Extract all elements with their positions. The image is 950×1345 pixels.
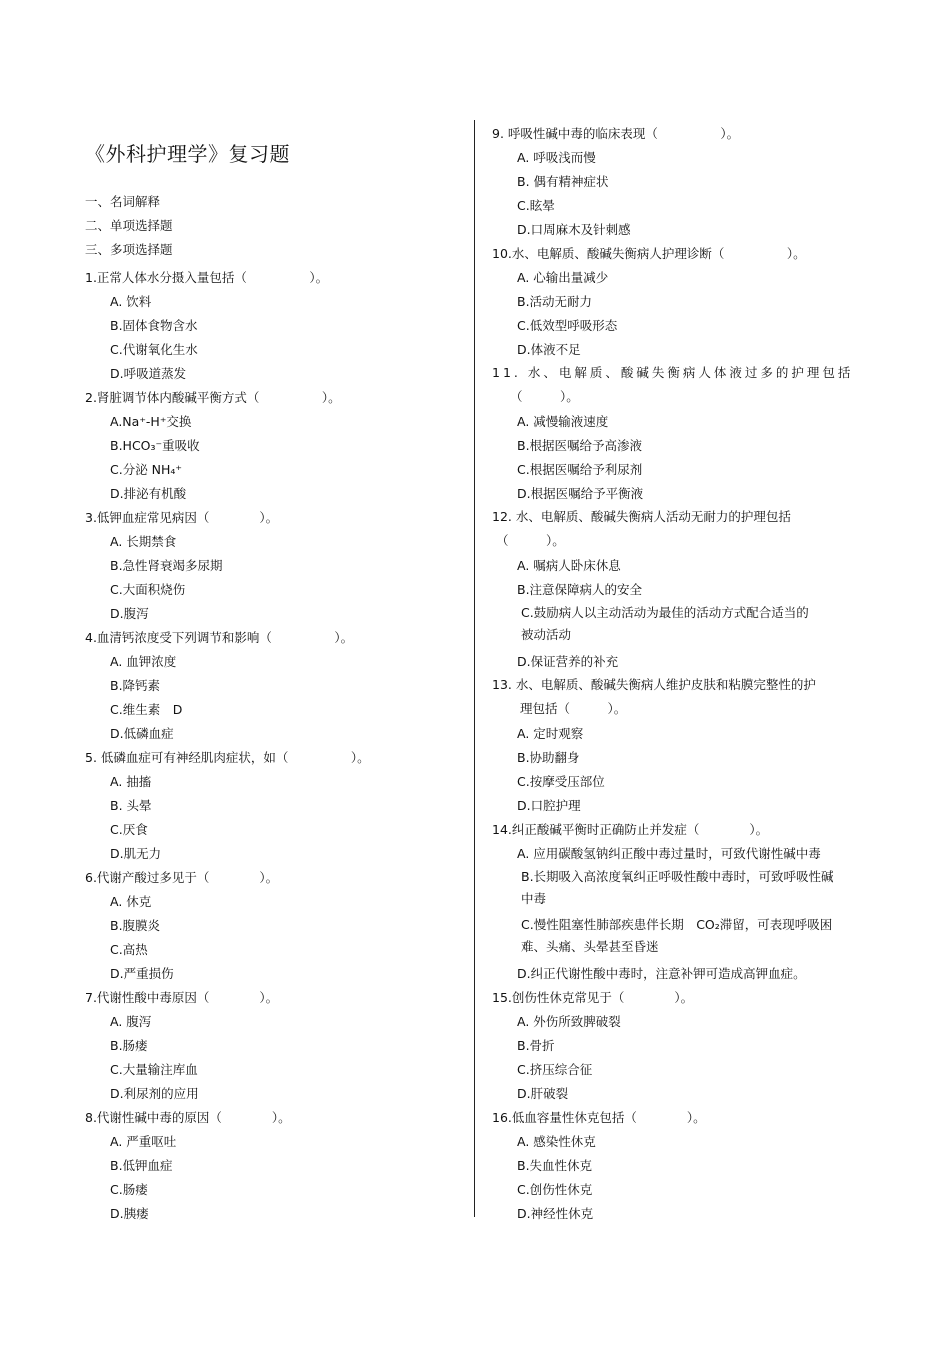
- question-block: [492, 362, 872, 506]
- answer-option: C.慢性阻塞性肺部疾患伴长期 CO₂滞留，可表现呼吸困难、头痛、头晕甚至昏迷: [521, 917, 833, 954]
- answer-option: B.固体食物含水: [110, 318, 198, 333]
- question-block: [492, 1106, 872, 1226]
- answer-option: D.低磷血症: [110, 726, 174, 741]
- question-stem: 7.代谢性酸中毒原因（ ）。: [85, 990, 279, 1005]
- question-block: [492, 242, 872, 362]
- column-divider: [474, 120, 475, 1217]
- answer-option: B.失血性休克: [517, 1158, 593, 1173]
- question-block: [492, 986, 872, 1106]
- answer-option: D.保证营养的补充: [517, 654, 619, 669]
- section-heading-single-choice: 二、单项选择题: [85, 218, 173, 233]
- answer-option: C.鼓励病人以主动活动为最佳的活动方式配合适当的被动活动: [521, 605, 809, 642]
- answer-option: B.注意保障病人的安全: [517, 582, 643, 597]
- answer-option: D.肌无力: [110, 846, 162, 861]
- question-stem: 2.肾脏调节体内酸碱平衡方式（ ）。: [85, 390, 341, 405]
- answer-option: A. 心输出量减少: [517, 270, 609, 285]
- answer-option: C.眩晕: [517, 198, 555, 213]
- answer-option: B. 偶有精神症状: [517, 174, 609, 189]
- right-column: [492, 122, 872, 1226]
- question-stem: 5. 低磷血症可有神经肌肉症状，如（ ）。: [85, 750, 370, 765]
- answer-option: D.利尿剂的应用: [110, 1086, 199, 1101]
- answer-option: B.急性肾衰竭多尿期: [110, 558, 223, 573]
- answer-option: C.维生素 D: [110, 702, 183, 717]
- answer-option: A. 应用碳酸氢钠纠正酸中毒过量时，可致代谢性碱中毒: [517, 846, 821, 861]
- answer-option: C.创伤性休克: [517, 1182, 593, 1197]
- answer-option: A.Na⁺-H⁺交换: [110, 414, 192, 429]
- answer-option: C.大量输注库血: [110, 1062, 198, 1077]
- answer-option: D.根据医嘱给予平衡液: [517, 486, 644, 501]
- question-block: [85, 626, 470, 746]
- answer-option: B.协助翻身: [517, 750, 580, 765]
- answer-option: A. 嘱病人卧床休息: [517, 558, 621, 573]
- question-block: [85, 1106, 470, 1226]
- answer-option: C.按摩受压部位: [517, 774, 605, 789]
- answer-option: B.骨折: [517, 1038, 555, 1053]
- question-block: [85, 986, 470, 1106]
- question-block: [85, 386, 470, 506]
- question-stem: 10.水、电解质、酸碱失衡病人护理诊断（ ）。: [492, 246, 806, 261]
- answer-option: B.长期吸入高浓度氧纠正呼吸性酸中毒时，可致呼吸性碱中毒: [521, 869, 834, 906]
- answer-option: D.纠正代谢性酸中毒时，注意补钾可造成高钾血症。: [517, 966, 806, 981]
- answer-option: C.高热: [110, 942, 148, 957]
- question-stem: 9. 呼吸性碱中毒的临床表现（ ）。: [492, 126, 740, 141]
- question-stem-continued: 理包括（ ）。: [520, 701, 627, 716]
- section-heading-definitions: 一、名词解释: [85, 194, 161, 209]
- answer-option: A. 定时观察: [517, 726, 584, 741]
- answer-option: D.体液不足: [517, 342, 581, 357]
- answer-option: B.HCO₃⁻重吸收: [110, 438, 200, 453]
- answer-option: B.降钙素: [110, 678, 161, 693]
- question-block: [85, 746, 470, 866]
- answer-option: C.大面积烧伤: [110, 582, 186, 597]
- question-stem: 12. 水、电解质、酸碱失衡病人活动无耐力的护理包括: [492, 509, 791, 524]
- answer-option: D.腹泻: [110, 606, 149, 621]
- question-block: [85, 506, 470, 626]
- question-stem: 15.创伤性休克常见于（ ）。: [492, 990, 694, 1005]
- answer-option: D.口周麻木及针刺感: [517, 222, 631, 237]
- section-heading-multiple-choice: 三、多项选择题: [85, 242, 173, 257]
- answer-option: D.胰瘘: [110, 1206, 149, 1221]
- question-block: [85, 866, 470, 986]
- left-column: [85, 266, 470, 1226]
- answer-option: D.排泌有机酸: [110, 486, 187, 501]
- answer-option: B.腹膜炎: [110, 918, 161, 933]
- answer-option: B.根据医嘱给予高渗液: [517, 438, 643, 453]
- answer-option: B.活动无耐力: [517, 294, 593, 309]
- answer-option: A. 血钾浓度: [110, 654, 177, 669]
- answer-option: C.根据医嘱给予利尿剂: [517, 462, 643, 477]
- question-stem: 4.血清钙浓度受下列调节和影响（ ）。: [85, 630, 354, 645]
- answer-option: D.呼吸道蒸发: [110, 366, 187, 381]
- answer-option: A. 饮料: [110, 294, 152, 309]
- answer-option: B.低钾血症: [110, 1158, 173, 1173]
- answer-option: C.分泌 NH₄⁺: [110, 462, 183, 477]
- question-block: [492, 818, 872, 986]
- question-stem: 16.低血容量性休克包括（ ）。: [492, 1110, 706, 1125]
- question-stem-continued: （ ）。: [496, 533, 565, 548]
- answer-option: A. 长期禁食: [110, 534, 177, 549]
- question-stem: 6.代谢产酸过多见于（ ）。: [85, 870, 279, 885]
- question-stem: 1.正常人体水分摄入量包括（ ）。: [85, 270, 329, 285]
- answer-option: A. 呼吸浅而慢: [517, 150, 596, 165]
- answer-option: C.代谢氧化生水: [110, 342, 198, 357]
- question-block: [492, 674, 872, 818]
- question-stem-continued: （ ）。: [510, 389, 579, 404]
- answer-option: B.肠瘘: [110, 1038, 148, 1053]
- question-block: [85, 266, 470, 386]
- answer-option: A. 抽搐: [110, 774, 152, 789]
- document-title: 《外科护理学》复习题: [85, 142, 290, 166]
- question-stem: 3.低钾血症常见病因（ ）。: [85, 510, 279, 525]
- question-stem: 11. 水、电解质、酸碱失衡病人体液过多的护理包括: [492, 365, 854, 380]
- answer-option: A. 严重呕吐: [110, 1134, 177, 1149]
- question-stem: 14.纠正酸碱平衡时正确防止并发症（ ）。: [492, 822, 769, 837]
- answer-option: C.厌食: [110, 822, 148, 837]
- question-block: [492, 506, 872, 674]
- question-block: [492, 122, 872, 242]
- answer-option: A. 外伤所致脾破裂: [517, 1014, 621, 1029]
- answer-option: C.肠瘘: [110, 1182, 148, 1197]
- question-stem: 13. 水、电解质、酸碱失衡病人维护皮肤和粘膜完整性的护: [492, 677, 816, 692]
- answer-option: A. 休克: [110, 894, 152, 909]
- answer-option: D.口腔护理: [517, 798, 581, 813]
- answer-option: C.挤压综合征: [517, 1062, 593, 1077]
- answer-option: B. 头晕: [110, 798, 152, 813]
- answer-option: A. 腹泻: [110, 1014, 152, 1029]
- answer-option: D.神经性休克: [517, 1206, 594, 1221]
- answer-option: D.肝破裂: [517, 1086, 569, 1101]
- answer-option: A. 感染性休克: [517, 1134, 596, 1149]
- answer-option: C.低效型呼吸形态: [517, 318, 618, 333]
- question-stem: 8.代谢性碱中毒的原因（ ）。: [85, 1110, 291, 1125]
- answer-option: D.严重损伤: [110, 966, 174, 981]
- answer-option: A. 减慢输液速度: [517, 414, 609, 429]
